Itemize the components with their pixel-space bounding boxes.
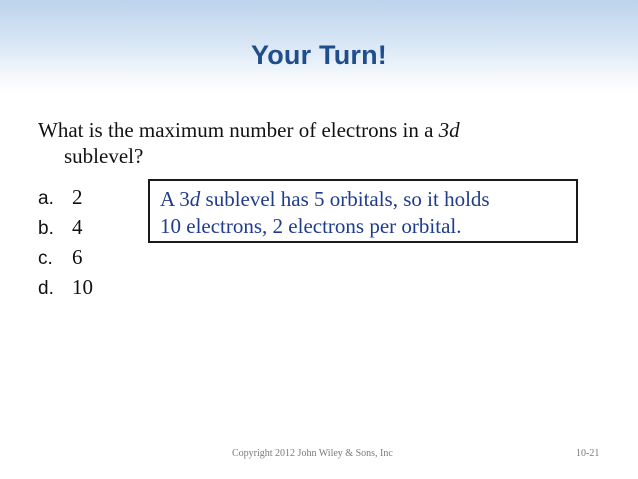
option-value: 4 xyxy=(72,215,83,239)
option-item xyxy=(38,212,93,242)
question-line1-start: What is the maximum number of electrons in a xyxy=(38,118,439,142)
option-item xyxy=(38,242,93,272)
option-letter: c. xyxy=(38,248,53,269)
option-letter: d. xyxy=(38,278,54,299)
footer-page-number: 10-21 xyxy=(576,448,600,459)
option-item xyxy=(38,182,93,212)
answer-line2: 10 electrons, 2 electrons per orbital. xyxy=(160,214,462,238)
option-letter: a. xyxy=(38,188,54,209)
answer-line1-italic: d xyxy=(189,187,201,211)
question-line1 xyxy=(38,118,460,142)
option-value: 6 xyxy=(72,245,83,269)
question-line2: sublevel? xyxy=(64,144,144,168)
option-value: 2 xyxy=(72,185,83,209)
question-line1-italic: 3d xyxy=(438,118,460,142)
option-letter: b. xyxy=(38,218,54,239)
footer-copyright: Copyright 2012 John Wiley & Sons, Inc xyxy=(232,448,393,459)
answer-line1 xyxy=(160,186,576,213)
answer-line1-end: sublevel has 5 orbitals, so it holds xyxy=(200,187,490,211)
slide-title: Your Turn! xyxy=(251,40,387,70)
question-text xyxy=(38,117,598,169)
option-item xyxy=(38,272,93,302)
answer-line1-start: A 3 xyxy=(160,187,190,211)
answer-explanation-box xyxy=(148,179,578,243)
answer-options-list xyxy=(38,182,93,302)
option-value: 10 xyxy=(72,275,93,299)
